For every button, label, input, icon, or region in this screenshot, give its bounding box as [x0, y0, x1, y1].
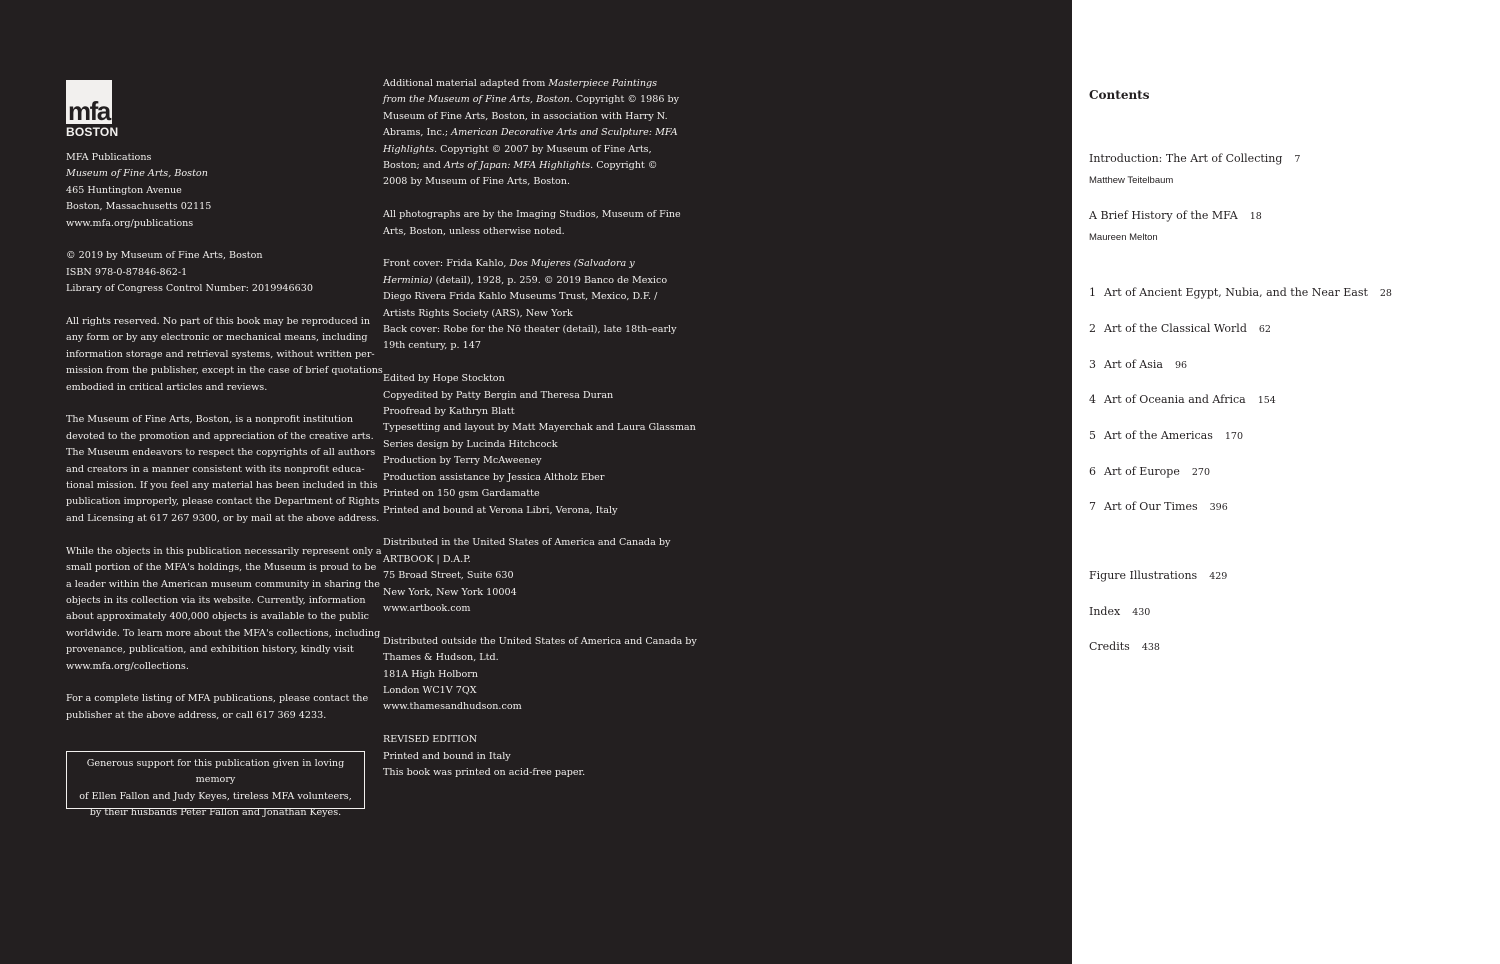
edition-info — [383, 732, 683, 781]
isbn-line: ISBN 978-0-87846-862-1 — [66, 266, 188, 278]
holdings-paragraph — [66, 544, 382, 675]
production-credits — [383, 371, 696, 519]
toc-chapter[interactable] — [1089, 322, 1271, 335]
publisher-line: MFA Publications — [66, 152, 152, 163]
listing-line: For a complete listing of MFA publications, please contact the — [66, 693, 369, 705]
credit-line: Production by Terry McAweeney — [383, 455, 542, 467]
nonprofit-line: devoted to the promotion and appreciation of the creative arts. — [66, 430, 374, 442]
credit-line: Printed and bound at Verona Libri, Verona, Italy — [383, 504, 618, 516]
distribution-line: New York, New York 10004 — [383, 586, 517, 598]
toc-page-number: 170 — [1224, 431, 1243, 442]
credit-line: Series design by Lucinda Hitchcock — [383, 438, 558, 450]
rights-paragraph — [66, 314, 383, 396]
holdings-line: provenance, publication, and exhibition history, kindly visit — [66, 644, 354, 656]
svg-text:mfa: mfa — [68, 96, 110, 124]
toc-title: Art of Europe — [1104, 465, 1180, 478]
nonprofit-paragraph — [66, 412, 380, 527]
distribution-line: 75 Broad Street, Suite 630 — [383, 570, 514, 582]
toc-page-number: 154 — [1257, 395, 1276, 406]
distribution-line: Distributed in the United States of America and Canada by — [383, 537, 671, 549]
toc-page-number: 7 — [1294, 154, 1301, 165]
front-cover-text: Front cover: Frida Kahlo, Dos Mujeres (Salvadora y Herminia) (detail), 1928, p. 259. © 2019 Banco de Mexico Diego Rivera Frida Kahlo Museums Trust, Mexico, D.F. / Artists Rights Society (ARS), New York — [383, 258, 668, 319]
holdings-line: about approximately 400,000 objects is available to the public — [66, 611, 370, 623]
toc-chapter-number: 5 — [1089, 429, 1096, 442]
rights-line: any form or by any electronic or mechanical means, including — [66, 332, 368, 344]
holdings-line: www.mfa.org/collections. — [66, 660, 189, 672]
covers-paragraph — [383, 256, 683, 354]
toc-page-number: 18 — [1249, 211, 1262, 222]
toc-chapter[interactable] — [1089, 500, 1228, 513]
toc-title: Index — [1089, 605, 1121, 618]
photographs-text: All photographs are by the Imaging Studios, Museum of Fine Arts, Boston, unless otherwise noted. — [383, 209, 681, 237]
toc-title: A Brief History of the MFA — [1089, 209, 1238, 222]
toc-title: Figure Illustrations — [1089, 569, 1198, 582]
back-cover-text: Back cover: Robe for the Nō theater (detail), late 18th–early 19th century, p. 147 — [383, 324, 677, 352]
copyright-info — [66, 248, 371, 297]
mfa-logo-letters — [66, 80, 112, 124]
toc-chapter-number: 3 — [1089, 358, 1096, 371]
holdings-line: worldwide. To learn more about the MFA's collections, including — [66, 627, 381, 639]
toc-title: Art of Ancient Egypt, Nubia, and the Near East — [1104, 286, 1368, 299]
outside-distribution — [383, 634, 697, 716]
toc-index[interactable] — [1089, 605, 1150, 618]
listing-line: publisher at the above address, or call 617 369 4233. — [66, 709, 327, 721]
distribution-line: Distributed outside the United States of America and Canada by — [383, 635, 697, 647]
toc-page-number: 96 — [1174, 360, 1188, 371]
distribution-line: London WC1V 7QX — [383, 684, 477, 696]
support-line: Generous support for this publication given in loving memory — [86, 758, 345, 786]
support-line: of Ellen Fallon and Judy Keyes, tireless MFA volunteers, — [79, 790, 352, 802]
toc-title: Art of Oceania and Africa — [1104, 393, 1246, 406]
credit-line: Edited by Hope Stockton — [383, 373, 505, 385]
nonprofit-line: The Museum of Fine Arts, Boston, is a nonprofit institution — [66, 414, 354, 426]
toc-author: Matthew Teitelbaum — [1089, 175, 1174, 186]
publisher-address — [66, 150, 371, 232]
toc-chapter[interactable] — [1089, 286, 1392, 299]
support-line: by their husbands Peter Fallon and Jonathan Keyes. — [89, 807, 342, 819]
toc-chapter-number: 1 — [1089, 286, 1096, 299]
toc-page-number: 429 — [1209, 571, 1228, 582]
mfa-logo-wordmark: BOSTON — [66, 125, 119, 139]
holdings-line: a leader within the American museum community in sharing the — [66, 578, 380, 590]
rights-line: mission from the publisher, except in the case of brief quotations — [66, 365, 383, 377]
nonprofit-line: The Museum endeavors to respect the copyrights of all authors — [66, 447, 376, 459]
toc-brief-history[interactable] — [1089, 209, 1262, 222]
us-distribution — [383, 535, 683, 617]
additional-material-paragraph — [383, 76, 683, 191]
toc-introduction[interactable] — [1089, 152, 1300, 165]
listing-paragraph — [66, 691, 371, 724]
toc-page-number: 62 — [1258, 324, 1271, 335]
toc-title: Art of Our Times — [1104, 500, 1198, 513]
mfa-logo-mark — [66, 80, 112, 124]
mfa-logo — [66, 80, 119, 139]
toc-chapter[interactable] — [1089, 393, 1276, 406]
photographs-paragraph — [383, 207, 683, 240]
toc-title: Art of the Americas — [1104, 429, 1213, 442]
toc-page-number: 396 — [1209, 502, 1228, 513]
toc-figure-illustrations[interactable] — [1089, 569, 1227, 582]
nonprofit-line: and creators in a manner consistent with its nonprofit educa- — [66, 463, 365, 475]
toc-page-number: 438 — [1141, 642, 1160, 653]
toc-page-number: 270 — [1191, 467, 1210, 478]
additional-material-text: Additional material adapted from Masterpiece Paintings from the Museum of Fine Arts, Boston. Copyright © 1986 by Museum of Fine Arts, Boston, in association with Harry N. Abrams, Inc.; American Decorative Arts and Sculpture: MFA Highlights. Copyright © 2007 by Museum of Fine Arts, Boston; and Arts of Japan: MFA Highlights. Copyright © 2008 by Museum of Fine Arts, Boston. — [383, 78, 680, 188]
lccn-line: Library of Congress Control Number: 2019946630 — [66, 283, 313, 295]
toc-title: Art of the Classical World — [1104, 322, 1247, 335]
rights-line: embodied in critical articles and reviews. — [66, 381, 268, 393]
nonprofit-line: and Licensing at 617 267 9300, or by mail at the above address. — [66, 512, 380, 524]
holdings-line: objects in its collection via its website. Currently, information — [66, 594, 366, 606]
toc-title: Art of Asia — [1104, 358, 1163, 371]
contents-page — [1072, 0, 1500, 964]
toc-chapter[interactable] — [1089, 358, 1187, 371]
holdings-line: While the objects in this publication necessarily represent only a — [66, 545, 382, 557]
support-box — [66, 751, 365, 819]
colophon-left-column — [66, 150, 383, 741]
nonprofit-line: tional mission. If you feel any material has been included in this — [66, 480, 378, 492]
toc-chapter-number: 6 — [1089, 465, 1096, 478]
credit-line: Typesetting and layout by Matt Mayerchak and Laura Glassman — [383, 422, 696, 434]
credit-line: Proofread by Kathryn Blatt — [383, 406, 515, 418]
contents-heading: Contents — [1089, 88, 1150, 102]
toc-chapter-number: 4 — [1089, 393, 1096, 406]
publisher-line: Museum of Fine Arts, Boston — [66, 168, 208, 180]
credit-line: Copyedited by Patty Bergin and Theresa Duran — [383, 389, 614, 401]
rights-line: All rights reserved. No part of this book may be reproduced in — [66, 316, 371, 328]
distribution-line: Thames & Hudson, Ltd. — [383, 652, 499, 664]
distribution-line: ARTBOOK | D.A.P. — [383, 553, 471, 565]
toc-chapter[interactable] — [1089, 465, 1210, 478]
distribution-line: 181A High Holborn — [383, 668, 478, 680]
holdings-line: small portion of the MFA's holdings, the Museum is proud to be — [66, 562, 377, 574]
toc-page-number: 28 — [1379, 288, 1392, 299]
toc-title: Credits — [1089, 640, 1130, 653]
edition-line: This book was printed on acid-free paper. — [383, 766, 586, 778]
publisher-url: www.mfa.org/publications — [66, 217, 194, 229]
toc-chapter-number: 2 — [1089, 322, 1096, 335]
credit-line: Printed on 150 gsm Gardamatte — [383, 488, 540, 500]
toc-author: Maureen Melton — [1089, 232, 1158, 243]
nonprofit-line: publication improperly, please contact the Department of Rights — [66, 496, 380, 508]
edition-line: REVISED EDITION — [383, 734, 478, 746]
edition-line: Printed and bound in Italy — [383, 750, 511, 762]
colophon-right-column — [383, 76, 697, 798]
toc-chapter-number: 7 — [1089, 500, 1096, 513]
distribution-url: www.thamesandhudson.com — [383, 701, 522, 713]
toc-chapter[interactable] — [1089, 429, 1243, 442]
publisher-line: Boston, Massachusetts 02115 — [66, 201, 212, 213]
publisher-line: 465 Huntington Avenue — [66, 184, 182, 196]
credit-line: Production assistance by Jessica Altholz Eber — [383, 471, 605, 483]
toc-credits[interactable] — [1089, 640, 1160, 653]
copyright-line: © 2019 by Museum of Fine Arts, Boston — [66, 250, 263, 262]
distribution-url: www.artbook.com — [383, 602, 471, 614]
rights-line: information storage and retrieval systems, without written per- — [66, 348, 375, 360]
toc-page-number: 430 — [1132, 607, 1151, 618]
toc-title: Introduction: The Art of Collecting — [1089, 152, 1283, 165]
